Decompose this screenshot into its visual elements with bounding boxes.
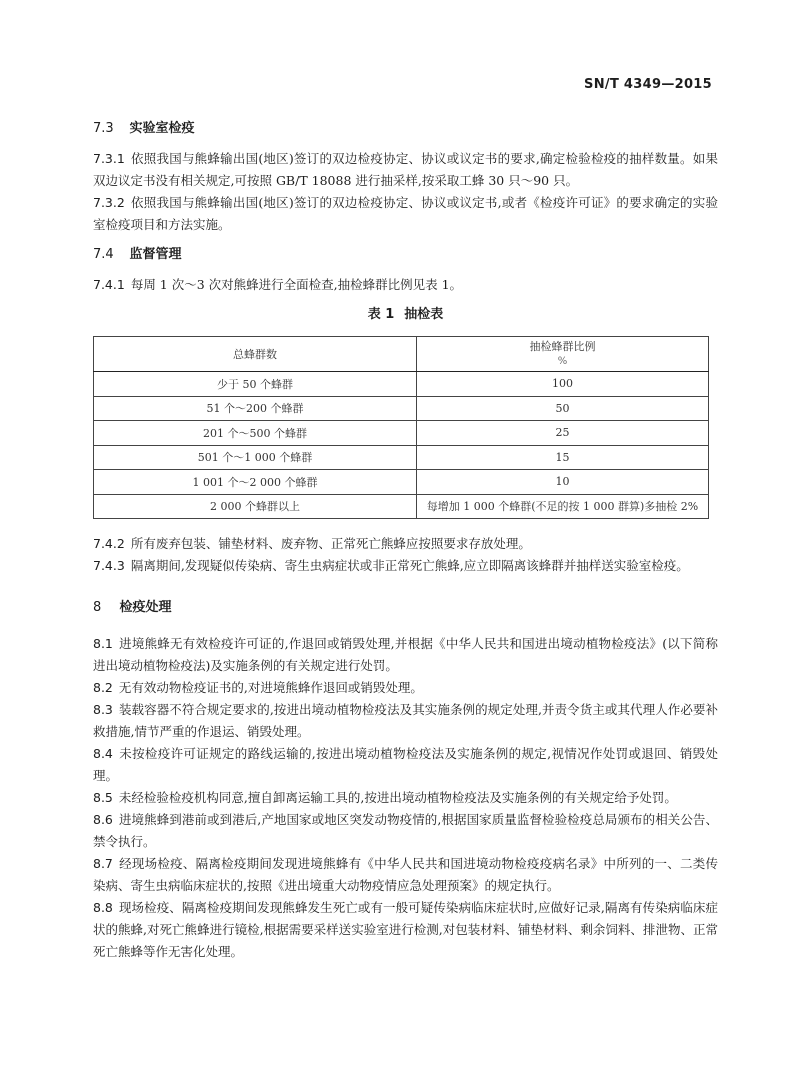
table-name: 抽检表 <box>404 307 444 322</box>
clause-text: 所有废弃包装、铺垫材料、废弃物、正常死亡熊蜂应按照要求存放处理。 <box>130 536 531 551</box>
clause-number: 8.8 <box>93 900 113 915</box>
section-number: 8 <box>93 600 102 615</box>
clause-text: 装载容器不符合规定要求的,按进出境动植物检疫法及其实施条例的规定处理,并责令货主或其代理人作必要补救措施,情节严重的作退运、销毁处理。 <box>93 702 718 739</box>
page-content <box>93 118 718 963</box>
header-ratio-label: 抽检蜂群比例 <box>529 340 596 353</box>
cell-ratio: 50 <box>417 396 709 421</box>
clause-text: 进境熊蜂无有效检疫许可证的,作退回或销毁处理,并根据《中华人民共和国进出境动植物检疫法》(以下简称进出境动植物检疫法)及实施条例的有关规定进行处罚。 <box>93 636 718 673</box>
clause-8-3 <box>93 699 718 743</box>
cell-colony-count: 201 个～500 个蜂群 <box>94 421 417 446</box>
clause-number: 7.4.2 <box>93 536 125 551</box>
cell-ratio: 25 <box>417 421 709 446</box>
clause-number: 8.6 <box>93 812 113 827</box>
clause-text: 现场检疫、隔离检疫期间发现熊蜂发生死亡或有一般可疑传染病临床症状时,应做好记录,隔离有传染病临床症状的熊蜂,对死亡熊蜂进行镜检,根据需要采样送实验室进行检测,对包装材料、铺垫材料、剩余饲料、排泄物、正常死亡熊蜂等作无害化处理。 <box>93 900 718 959</box>
cell-colony-count: 少于 50 个蜂群 <box>94 372 417 397</box>
section-number: 7.4 <box>93 247 114 262</box>
clause-text: 无有效动物检疫证书的,对进境熊蜂作退回或销毁处理。 <box>118 680 423 695</box>
table-row <box>94 494 709 519</box>
clause-7-3-2 <box>93 192 718 236</box>
clause-text: 未经检验检疫机构同意,擅自卸离运输工具的,按进出境动植物检疫法及实施条例的有关规定给予处罚。 <box>118 790 677 805</box>
clause-text: 未按检疫许可证规定的路线运输的,按进出境动植物检疫法及实施条例的规定,视情况作处罚或退回、销毁处理。 <box>93 746 718 783</box>
sampling-table <box>93 336 709 519</box>
clause-text: 隔离期间,发现疑似传染病、寄生虫病症状或非正常死亡熊蜂,应立即隔离该蜂群并抽样送实验室检疫。 <box>130 558 689 573</box>
clause-8-7 <box>93 853 718 897</box>
clause-8-5 <box>93 787 718 809</box>
section-7-4-heading <box>93 244 718 266</box>
clause-7-3-1 <box>93 148 718 192</box>
clause-8-8 <box>93 897 718 963</box>
section-title: 实验室检疫 <box>129 121 195 136</box>
header-sampling-ratio <box>417 337 709 372</box>
clause-8-6 <box>93 809 718 853</box>
cell-colony-count: 51 个～200 个蜂群 <box>94 396 417 421</box>
cell-ratio: 100 <box>417 372 709 397</box>
clause-7-4-3 <box>93 555 718 577</box>
table-row <box>94 445 709 470</box>
table-row <box>94 372 709 397</box>
clause-8-4 <box>93 743 718 787</box>
table-row <box>94 396 709 421</box>
clause-number: 8.3 <box>93 702 113 717</box>
table-row <box>94 470 709 495</box>
table-header-row <box>94 337 709 372</box>
clause-number: 7.3.1 <box>93 151 125 166</box>
standard-code: SN/T 4349—2015 <box>584 77 712 92</box>
cell-ratio: 15 <box>417 445 709 470</box>
clause-7-4-2 <box>93 533 718 555</box>
cell-colony-count: 1 001 个～2 000 个蜂群 <box>94 470 417 495</box>
section-8-heading <box>93 597 718 619</box>
clause-text: 每周 1 次～3 次对熊蜂进行全面检查,抽检蜂群比例见表 1。 <box>130 277 463 292</box>
cell-colony-count: 2 000 个蜂群以上 <box>94 494 417 519</box>
clause-number: 7.4.3 <box>93 558 125 573</box>
section-7-3-heading <box>93 118 718 140</box>
table-row <box>94 421 709 446</box>
table-title <box>93 304 718 326</box>
clause-8-2 <box>93 677 718 699</box>
clause-text: 经现场检疫、隔离检疫期间发现进境熊蜂有《中华人民共和国进境动物检疫疫病名录》中所列的一、二类传染病、寄生虫病临床症状的,按照《进出境重大动物疫情应急处理预案》的规定执行。 <box>93 856 718 893</box>
clause-7-4-1 <box>93 274 718 296</box>
cell-colony-count: 501 个～1 000 个蜂群 <box>94 445 417 470</box>
clause-number: 8.2 <box>93 680 113 695</box>
clause-number: 8.5 <box>93 790 113 805</box>
clause-number: 7.4.1 <box>93 277 125 292</box>
cell-ratio: 每增加 1 000 个蜂群(不足的按 1 000 群算)多抽检 2% <box>417 494 709 519</box>
clause-number: 7.3.2 <box>93 195 125 210</box>
clause-number: 8.4 <box>93 746 113 761</box>
section-title: 监督管理 <box>129 247 182 262</box>
clause-number: 8.7 <box>93 856 113 871</box>
section-title: 检疫处理 <box>119 600 172 615</box>
clause-text: 依照我国与熊蜂输出国(地区)签订的双边检疫协定、协议或议定书的要求,确定检验检疫的抽样数量。如果双边议定书没有相关规定,可按照 GB/T 18088 进行抽采样,按采取工蜂 30 只～90 只。 <box>93 151 718 188</box>
header-total-colonies: 总蜂群数 <box>94 337 417 372</box>
clause-text: 依照我国与熊蜂输出国(地区)签订的双边检疫协定、协议或议定书,或者《检疫许可证》的要求确定的实验室检疫项目和方法实施。 <box>93 195 718 232</box>
header-ratio-unit: % <box>557 356 568 367</box>
clause-8-1 <box>93 633 718 677</box>
section-number: 7.3 <box>93 121 114 136</box>
clause-text: 进境熊蜂到港前或到港后,产地国家或地区突发动物疫情的,根据国家质量监督检验检疫总局颁布的相关公告、禁令执行。 <box>93 812 718 849</box>
table-number: 表 1 <box>367 307 395 322</box>
cell-ratio: 10 <box>417 470 709 495</box>
clause-number: 8.1 <box>93 636 113 651</box>
